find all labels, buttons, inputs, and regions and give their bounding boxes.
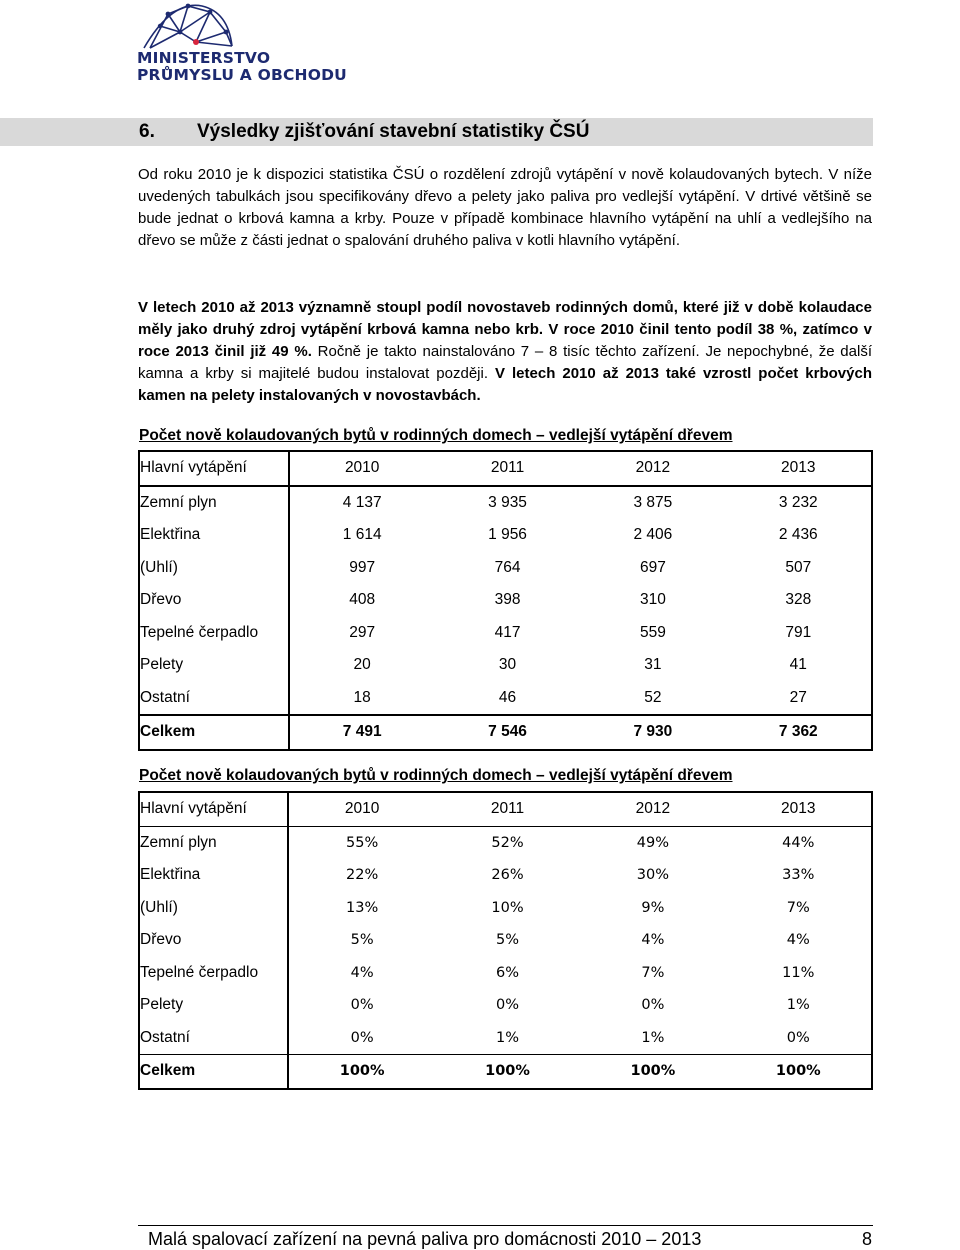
table-cell: 49% bbox=[636, 834, 669, 851]
table-cell: 5% bbox=[350, 932, 374, 949]
table-cell: 11% bbox=[782, 964, 815, 981]
section-title bbox=[139, 120, 589, 144]
table-cell: 100% bbox=[339, 1063, 385, 1080]
table-cell: 2 406 bbox=[633, 526, 673, 544]
table-cell: 10% bbox=[491, 899, 524, 916]
footer-divider bbox=[138, 1225, 873, 1226]
table-cell: 4 137 bbox=[342, 493, 382, 511]
table-cell: 3 935 bbox=[488, 493, 527, 511]
table-cell: 30 bbox=[498, 656, 517, 674]
table-header-cell: Hlavní vytápění bbox=[139, 792, 288, 826]
table-cell: Elektřina bbox=[139, 859, 288, 892]
footer-title: Malá spalovací zařízení na pevná paliva pro domácnosti 2010 – 2013 bbox=[148, 1229, 702, 1249]
table-cell: Tepelné čerpadlo bbox=[139, 617, 289, 650]
table-cell: 0% bbox=[641, 997, 665, 1014]
table-cell: 41 bbox=[789, 656, 807, 674]
table-row bbox=[139, 859, 872, 892]
table-cell: 417 bbox=[494, 623, 521, 641]
table-cell: 52 bbox=[580, 682, 725, 716]
table-cell: 697 bbox=[639, 558, 666, 576]
table-cell: 1 956 bbox=[488, 526, 527, 544]
table-cell: 26% bbox=[491, 867, 524, 884]
table-cell: 310 bbox=[639, 591, 666, 609]
table-cell: Zemní plyn bbox=[139, 826, 288, 859]
table-cell: 4% bbox=[350, 964, 374, 981]
table-header-row bbox=[139, 451, 872, 486]
table-row bbox=[139, 989, 872, 1022]
table-cell: 6% bbox=[496, 964, 520, 981]
table-row bbox=[139, 1022, 872, 1055]
table-cell: 297 bbox=[349, 623, 376, 641]
table-cell: 0% bbox=[726, 1022, 872, 1055]
table-cell: 507 bbox=[785, 558, 812, 576]
table1-caption: Počet nově kolaudovaných bytů v rodinných domech – vedlejší vytápění dřevem bbox=[139, 427, 733, 444]
table-cell: 22% bbox=[346, 867, 379, 884]
table-cell: 764 bbox=[494, 558, 521, 576]
table2-shares bbox=[138, 791, 873, 1090]
table-row bbox=[139, 486, 872, 520]
table-header-cell: 2011 bbox=[435, 451, 580, 486]
findings-bold-2: V letech 2010 až 2013 také vzrostl počet krbových kamen na pelety instalovaných v novostavbách. bbox=[138, 365, 872, 404]
table-cell: Pelety bbox=[139, 649, 289, 682]
table-cell: 100% bbox=[630, 1063, 676, 1080]
table-header-cell: Hlavní vytápění bbox=[139, 451, 289, 486]
table2-caption: Počet nově kolaudovaných bytů v rodinných domech – vedlejší vytápění dřevem bbox=[139, 767, 733, 784]
table-cell: 33% bbox=[782, 867, 815, 884]
table-cell: 1% bbox=[435, 1022, 580, 1055]
intro-paragraph: Od roku 2010 je k dispozici statistika ČSÚ o rozdělení zdrojů vytápění v nově kolaudovaných bytech. V níže uvedených tabulkách jsou specifikovány dřevo a pelety jako paliva pro vedlejší vytápění. V drtivé většině se bude jednat o krbová kamna a krby. Pouze v případě kombinace hlavního vytápění na uhlí a vedlejšího na dřevo se může z části jednat o spalování druhého paliva v kotli hlavního vytápění. bbox=[138, 166, 872, 249]
table-row bbox=[139, 957, 872, 990]
table-cell: 20 bbox=[353, 656, 371, 674]
table-cell: 559 bbox=[639, 623, 666, 641]
table-row bbox=[139, 1055, 872, 1089]
findings-normal: Ročně je takto nainstalováno 7 – 8 tisíc těchto zařízení. Je nepochybné, že další kamna a krby si majitelé budou instalovat později. bbox=[138, 343, 872, 382]
table-cell: (Uhlí) bbox=[139, 552, 289, 585]
table-cell: 791 bbox=[785, 623, 812, 641]
table-cell: 7 491 bbox=[342, 723, 382, 741]
table-cell: 7% bbox=[786, 899, 810, 916]
table-cell: Zemní plyn bbox=[139, 486, 289, 520]
findings-bold-1: V letech 2010 až 2013 významně stoupl podíl novostaveb rodinných domů, které již v době kolaudace měly jako druhý zdroj vytápění krbová kamna nebo krb. V roce 2010 činil tento podíl 38 %, zatímco v roce 2013 činil již 49 %. bbox=[138, 299, 872, 360]
table-cell: 7% bbox=[641, 964, 665, 981]
table-row bbox=[139, 584, 872, 617]
table-header-cell: 2010 bbox=[289, 451, 435, 486]
table-cell: Elektřina bbox=[139, 519, 289, 552]
table-cell: 398 bbox=[494, 591, 521, 609]
table-cell: 44% bbox=[782, 834, 815, 851]
table-cell: 55% bbox=[346, 834, 379, 851]
table-cell: 0% bbox=[350, 997, 374, 1014]
table-cell: Celkem bbox=[139, 715, 289, 750]
table-cell: 5% bbox=[496, 932, 520, 949]
table-row bbox=[139, 519, 872, 552]
table-cell: 1% bbox=[580, 1022, 725, 1055]
table-cell: 0% bbox=[496, 997, 520, 1014]
table-cell: 0% bbox=[288, 1022, 434, 1055]
table-header-cell: 2011 bbox=[435, 792, 580, 826]
table1-counts bbox=[138, 450, 873, 751]
table-cell: (Uhlí) bbox=[139, 892, 288, 925]
table-header-cell: 2012 bbox=[580, 792, 725, 826]
table-cell: 31 bbox=[644, 656, 662, 674]
page-number: 8 bbox=[862, 1229, 873, 1249]
table-header-row bbox=[139, 792, 872, 826]
table-cell: 3 232 bbox=[778, 493, 818, 511]
table-cell: Dřevo bbox=[139, 584, 289, 617]
table-row bbox=[139, 552, 872, 585]
table-cell: 30% bbox=[636, 867, 669, 884]
table-cell: Ostatní bbox=[139, 1022, 288, 1055]
table-header-cell: 2013 bbox=[726, 451, 872, 486]
table-cell: 13% bbox=[346, 899, 379, 916]
table-cell: 100% bbox=[485, 1063, 530, 1080]
table-cell: 18 bbox=[289, 682, 435, 716]
table-cell: 7 930 bbox=[633, 723, 673, 741]
table-cell: 997 bbox=[349, 558, 376, 576]
table-cell: Dřevo bbox=[139, 924, 288, 957]
table-row bbox=[139, 682, 872, 716]
table-cell: 1% bbox=[786, 997, 810, 1014]
section-number: 6. bbox=[139, 121, 155, 142]
ministry-logo-text: MINISTERSTVO PRŮMYSLU A OBCHODU bbox=[137, 49, 347, 84]
table-cell: Celkem bbox=[139, 1055, 288, 1089]
table-cell: 408 bbox=[349, 591, 376, 609]
table-row bbox=[139, 924, 872, 957]
table-header-cell: 2010 bbox=[288, 792, 434, 826]
table-cell: 27 bbox=[726, 682, 872, 716]
table-cell: 4% bbox=[641, 932, 665, 949]
table-cell: 4% bbox=[786, 932, 810, 949]
table-cell: 3 875 bbox=[633, 493, 673, 511]
table-cell: 52% bbox=[491, 834, 524, 851]
table-cell: 46 bbox=[435, 682, 580, 716]
table-row bbox=[139, 649, 872, 682]
table-cell: Tepelné čerpadlo bbox=[139, 957, 288, 990]
table-cell: 7 546 bbox=[488, 723, 527, 741]
table-header-cell: 2012 bbox=[580, 451, 725, 486]
findings-paragraph bbox=[138, 297, 872, 407]
table-cell: 9% bbox=[641, 899, 665, 916]
table-row bbox=[139, 715, 872, 750]
table-row bbox=[139, 617, 872, 650]
table-cell: 100% bbox=[775, 1063, 821, 1080]
table-header-cell: 2013 bbox=[726, 792, 872, 826]
table-cell: Ostatní bbox=[139, 682, 289, 716]
table-cell: 2 436 bbox=[778, 526, 818, 544]
table-cell: 328 bbox=[785, 591, 812, 609]
table-cell: 1 614 bbox=[342, 526, 382, 544]
table-cell: 7 362 bbox=[778, 723, 818, 741]
table-row bbox=[139, 826, 872, 859]
section-title-text: Výsledky zjišťování stavební statistiky ČSÚ bbox=[197, 121, 590, 142]
table-row bbox=[139, 892, 872, 925]
table-cell: Pelety bbox=[139, 989, 288, 1022]
